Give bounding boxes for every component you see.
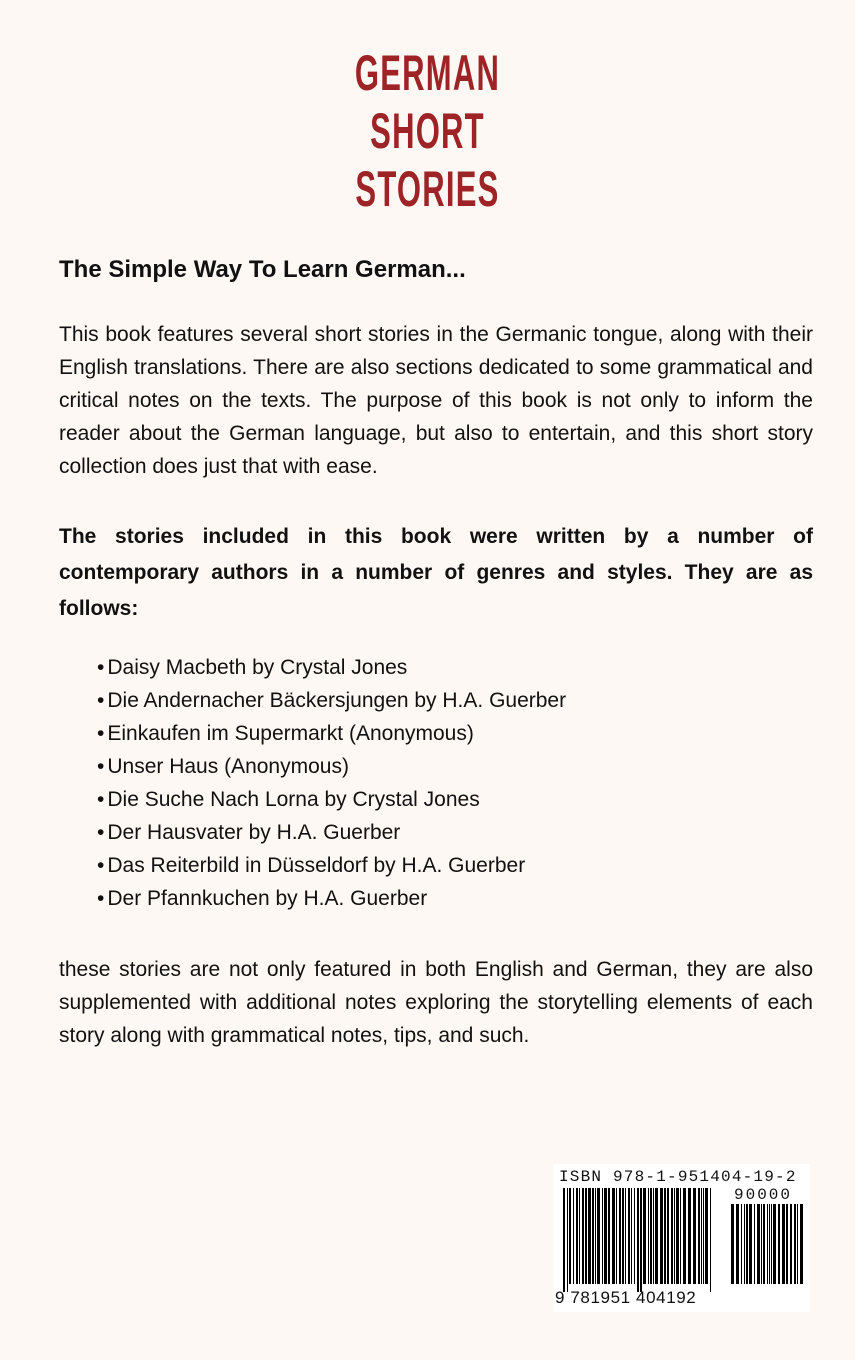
barcode-bar (648, 1188, 649, 1284)
title-logo (0, 44, 855, 218)
barcode-bar (585, 1188, 587, 1284)
barcode-bar (754, 1204, 755, 1284)
barcode-bar (653, 1188, 654, 1284)
barcode-bar (769, 1204, 770, 1284)
barcode-bar (650, 1188, 652, 1284)
barcode-bar (634, 1188, 635, 1284)
price-code: 90000 (734, 1186, 793, 1204)
barcode-bar (643, 1188, 646, 1284)
barcode-bar (674, 1188, 675, 1284)
barcode-bar (794, 1204, 796, 1284)
ean-digits: 9 781951 404192 (555, 1288, 697, 1307)
barcode-bar (567, 1188, 568, 1292)
barcode-bar (579, 1188, 580, 1284)
barcode-bar (731, 1204, 734, 1284)
barcode-bar (676, 1188, 679, 1284)
story-item: • Die Andernacher Bäckersjungen by H.A. Guerber (97, 684, 813, 717)
barcode-bar (710, 1188, 711, 1292)
barcode-bar (608, 1188, 610, 1284)
barcode-bar (703, 1188, 704, 1284)
logo-line-short: SHORT (370, 103, 485, 159)
addon-bars (731, 1204, 803, 1292)
barcode-bar (595, 1188, 596, 1284)
story-list (97, 651, 813, 915)
story-item: • Der Hausvater by H.A. Guerber (97, 816, 813, 849)
barcode-bar (736, 1204, 739, 1284)
barcode-bar (782, 1204, 785, 1284)
barcode-bar (741, 1204, 742, 1284)
barcode-bar (800, 1204, 803, 1284)
ean-bars (563, 1188, 713, 1292)
barcode-bar (778, 1204, 780, 1284)
barcode-bar (616, 1188, 617, 1284)
barcode-bar (757, 1204, 760, 1284)
barcode-bar (628, 1188, 630, 1284)
barcode-bar (604, 1188, 607, 1284)
barcode-bar (705, 1188, 708, 1284)
barcode-bar (698, 1188, 700, 1284)
story-item: • Das Reiterbild in Düsseldorf by H.A. Guerber (97, 849, 813, 882)
barcode-bar (746, 1204, 748, 1284)
barcode-bar (588, 1188, 591, 1284)
barcode-bar (761, 1204, 762, 1284)
barcode-bar (582, 1188, 584, 1284)
story-item: • Einkaufen im Supermarkt (Anonymous) (97, 717, 813, 750)
barcode-bar (660, 1188, 663, 1284)
barcode-bar (592, 1188, 594, 1284)
barcode-bar (612, 1188, 615, 1284)
barcode-bar (688, 1188, 691, 1284)
barcode-bar (767, 1204, 768, 1284)
barcode-bar (631, 1188, 632, 1284)
story-item: • Daisy Macbeth by Crystal Jones (97, 651, 813, 684)
barcode-bar (569, 1188, 571, 1284)
barcode-bar (683, 1188, 686, 1284)
barcode-bar (771, 1204, 772, 1284)
barcode-bar (786, 1204, 788, 1284)
barcode-bar (640, 1188, 642, 1292)
barcode-bar (744, 1204, 745, 1284)
barcode-bar (597, 1188, 600, 1284)
story-item: • Die Suche Nach Lorna by Crystal Jones (97, 783, 813, 816)
stories-intro-paragraph: The stories included in this book were written by a number of contemporary authors in a number of genres and styles. They are as follows: (59, 525, 813, 620)
intro-paragraph: This book features several short stories in the Germanic tongue, along with their English translations. There are also sections dedicated to some grammatical and critical notes on the texts. The purpose of this book is not only to inform the reader about the German language, but also to entertain, and this short story collection does just that with ease. (59, 323, 813, 478)
logo-line-german: GERMAN (354, 45, 501, 101)
barcode-bar (667, 1188, 669, 1284)
story-item: • Unser Haus (Anonymous) (97, 750, 813, 783)
barcode-bar (637, 1188, 639, 1292)
barcode-bar (671, 1188, 673, 1284)
isbn-barcode (553, 1164, 810, 1312)
barcode-bar (655, 1188, 658, 1284)
barcode-bar (563, 1188, 565, 1292)
logo-line-stories: STORIES (355, 161, 500, 217)
barcode-bar (701, 1188, 702, 1284)
barcode-bar (680, 1188, 681, 1284)
barcode-bar (749, 1204, 752, 1284)
barcode-bar (576, 1188, 578, 1284)
barcode-bar (763, 1204, 765, 1284)
barcode-bar (797, 1204, 798, 1284)
closing-paragraph: these stories are not only featured in both English and German, they are also supplemented with additional notes exploring the storytelling elements of each story along with grammatical notes, tips, and such. (59, 958, 813, 1047)
barcode-bar (790, 1204, 792, 1284)
barcode-bar (602, 1188, 603, 1284)
barcode-bar (664, 1188, 666, 1284)
back-cover-text (59, 250, 813, 1052)
barcode-bar (773, 1204, 776, 1284)
barcode-bar (693, 1188, 696, 1284)
barcode-bar (622, 1188, 624, 1284)
barcode-bar (619, 1188, 621, 1284)
story-item: • Der Pfannkuchen by H.A. Guerber (97, 882, 813, 915)
barcode-bar (573, 1188, 574, 1284)
headline: The Simple Way To Learn German... (59, 256, 466, 283)
barcode-bar (625, 1188, 626, 1284)
isbn-label: ISBN 978-1-951404-19-2 (559, 1168, 797, 1186)
